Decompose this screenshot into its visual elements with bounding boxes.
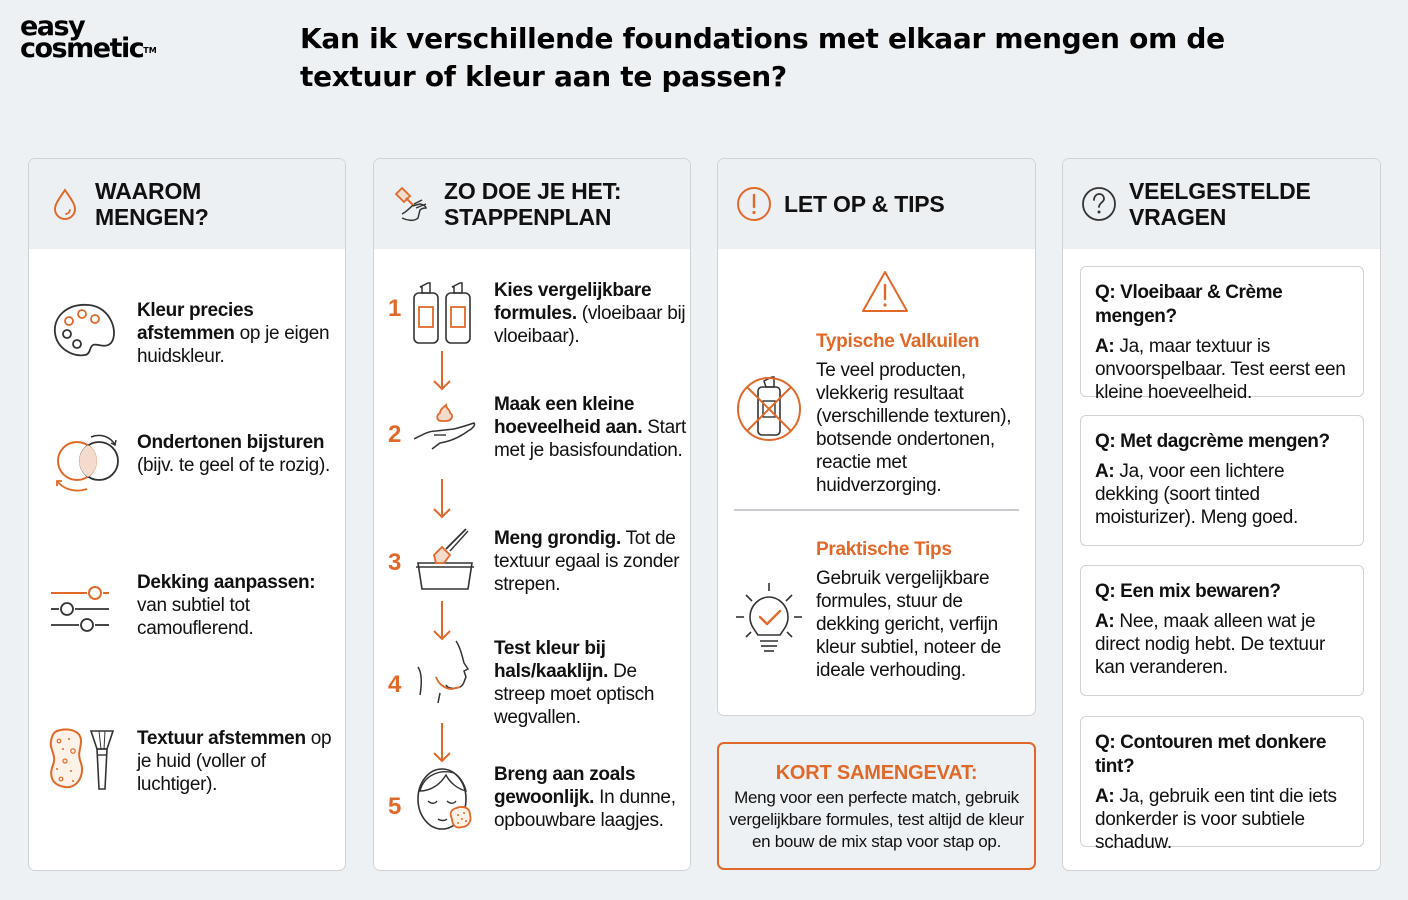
step-text: Meng grondig. Tot de textuur egaal is zonder strepen.	[494, 528, 680, 595]
faq-question: Q: Vloeibaar & Crème mengen?	[1095, 282, 1283, 327]
column-title: WAAROM MENGEN?	[95, 178, 209, 230]
hand-brush-icon	[392, 184, 432, 224]
brand-line2: cosmetic™	[20, 33, 157, 64]
question-circle-icon	[1081, 186, 1117, 222]
step-number: 5	[388, 793, 402, 820]
column-title: LET OP & TIPS	[784, 191, 945, 217]
face-sponge-icon	[410, 763, 480, 833]
jawline-icon	[410, 637, 480, 707]
step-text: Kies vergelijkbare formules. (vloeibaar bij vloeibaar).	[494, 280, 686, 347]
faq-answer: A: Ja, gebruik een tint die iets donkerder is voor subtiele schaduw.	[1095, 786, 1337, 853]
step-text: Breng aan zoals gewoonlijk. In dunne, opbouwbare laagjes.	[494, 764, 676, 831]
faq-question: Q: Contouren met donkere tint?	[1095, 732, 1327, 777]
faq-column	[1062, 158, 1381, 871]
brand-line1: easy	[20, 11, 85, 42]
trademark: TM	[143, 46, 157, 55]
reason-item	[47, 299, 342, 368]
step-item	[388, 763, 691, 833]
lightbulb-check-icon	[734, 579, 804, 659]
faq-answer: A: Nee, maak alleen wat je direct nodig hebt. De textuur kan veranderen.	[1095, 611, 1325, 678]
column-header	[718, 159, 1035, 249]
bottles-icon	[410, 279, 480, 349]
bowl-brush-icon	[410, 527, 480, 597]
reason-item	[47, 727, 342, 796]
faq-item[interactable]	[1080, 716, 1364, 853]
pitfalls-block	[816, 331, 1034, 497]
faq-question: Q: Met dagcrème mengen?	[1095, 431, 1330, 452]
faq-answer: A: Ja, maar textuur is onvoorspelbaar. Test eerst een kleine hoeveelheid.	[1095, 336, 1346, 403]
brand-logo	[20, 11, 157, 64]
practical-text: Gebruik vergelijkbare formules, stuur de dekking gericht, verfijn kleur subtiel, noteer de ideale verhouding.	[816, 568, 1002, 681]
divider	[734, 509, 1019, 511]
reason-text: Ondertonen bijsturen (bijv. te geel of te rozig).	[137, 432, 330, 476]
column-header	[1063, 159, 1380, 249]
step-number: 3	[388, 549, 402, 576]
summary-title: KORT SAMENGEVAT:	[775, 762, 978, 784]
step-number: 4	[388, 671, 402, 698]
faq-item[interactable]	[1080, 266, 1364, 403]
pitfalls-text: Te veel producten, vlekkerig resultaat (verschillende texturen), botsende ondertonen, reactie met huidverzorging.	[816, 360, 1012, 496]
hand-dollop-icon	[410, 393, 480, 463]
exclamation-circle-icon	[736, 186, 772, 222]
step-item	[388, 527, 691, 597]
summary-box	[717, 742, 1036, 870]
page-title: Kan ik verschillende foundations met elkaar mengen om de textuur of kleur aan te passen?	[300, 22, 1225, 93]
reason-text: Kleur precies afstemmen op je eigen huidskleur.	[137, 300, 330, 367]
faq-item[interactable]	[1080, 415, 1364, 546]
sliders-icon	[47, 571, 127, 637]
faq-question: Q: Een mix bewaren?	[1095, 581, 1281, 602]
step-text: Test kleur bij hals/kaaklijn. De streep moet optisch wegvallen.	[494, 638, 655, 728]
arrow-down-icon	[432, 477, 452, 521]
column-header	[29, 159, 345, 249]
column-title: ZO DOE JE HET: STAPPENPLAN	[444, 178, 622, 230]
why-mix-column	[28, 158, 346, 871]
reason-item	[47, 431, 342, 497]
reason-text: Dekking aanpassen: van subtiel tot camouflerend.	[137, 572, 316, 639]
step-item	[388, 393, 691, 463]
reason-text: Textuur afstemmen op je huid (voller of luchtiger).	[137, 728, 332, 795]
practical-block	[816, 539, 1026, 682]
step-number: 1	[388, 295, 402, 322]
tips-column	[717, 158, 1036, 716]
arrow-down-icon	[432, 721, 452, 765]
drop-icon	[47, 186, 83, 222]
column-title: VEELGESTELDE VRAGEN	[1129, 178, 1311, 230]
overlap-circles-icon	[47, 431, 127, 497]
palette-icon	[47, 299, 127, 365]
warning-triangle-icon	[860, 269, 910, 315]
practical-title: Praktische Tips	[816, 539, 952, 560]
summary-text: Meng voor een perfecte match, gebruik vergelijkbare formules, test altijd de kleur en bouw de mix stap voor stap op.	[729, 788, 1024, 851]
step-item	[388, 279, 691, 349]
steps-column	[373, 158, 691, 871]
faq-item[interactable]	[1080, 565, 1364, 696]
sponge-brush-icon	[47, 727, 127, 793]
faq-answer: A: Ja, voor een lichtere dekking (soort tinted moisturizer). Meng goed.	[1095, 461, 1298, 528]
step-number: 2	[388, 421, 402, 448]
step-item	[388, 637, 691, 729]
step-text: Maak een kleine hoeveelheid aan. Start met je basisfoundation.	[494, 394, 686, 461]
pitfalls-title: Typische Valkuilen	[816, 331, 980, 352]
no-products-icon	[734, 373, 804, 443]
column-header	[374, 159, 690, 249]
reason-item	[47, 571, 342, 640]
arrow-down-icon	[432, 349, 452, 393]
